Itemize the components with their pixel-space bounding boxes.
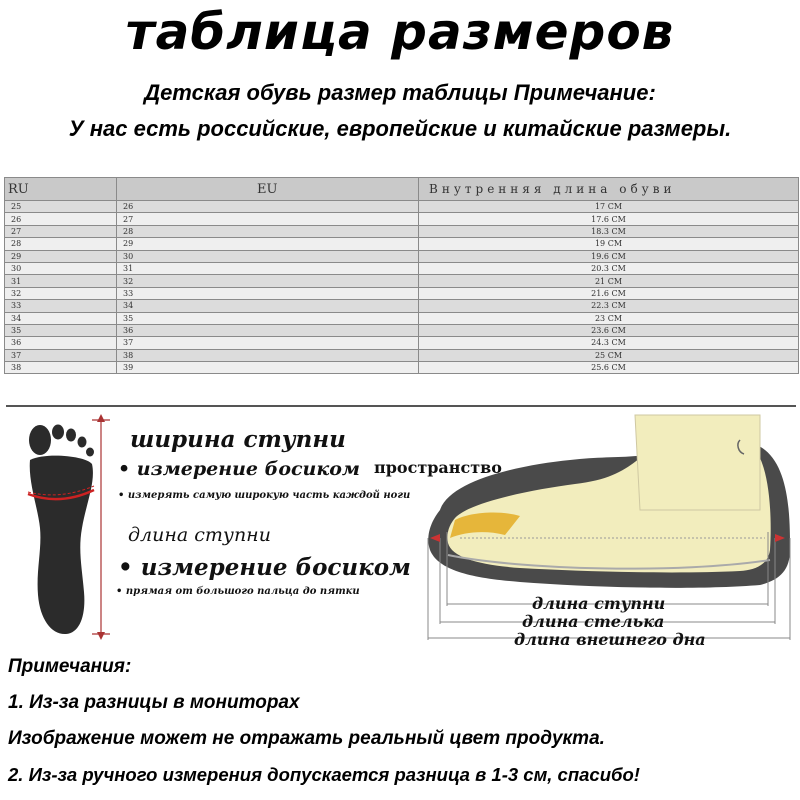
label-insole-length: длина стелька bbox=[522, 612, 665, 631]
cell-ru: 38 bbox=[5, 362, 117, 374]
note-2: 2. Из-за ручного измерения допускается разница в 1-3 см, спасибо! bbox=[8, 764, 640, 785]
table-row bbox=[5, 250, 799, 262]
cell-ru: 30 bbox=[5, 262, 117, 274]
header-ru: RU bbox=[5, 178, 117, 201]
cell-eu: 31 bbox=[117, 262, 419, 274]
cell-eu: 35 bbox=[117, 312, 419, 324]
table-row bbox=[5, 324, 799, 336]
label-foot-length: длина ступни bbox=[128, 524, 271, 546]
table-row bbox=[5, 275, 799, 287]
cell-eu: 28 bbox=[117, 225, 419, 237]
label-measure-barefoot-2: • измерение босиком bbox=[118, 554, 411, 581]
table-row bbox=[5, 262, 799, 274]
header-eu: EU bbox=[117, 178, 419, 201]
cell-ru: 36 bbox=[5, 337, 117, 349]
subtitle-line-1: Детская обувь размер таблицы Примечание: bbox=[144, 80, 656, 105]
cell-length: 19.6 CM bbox=[419, 250, 799, 262]
cell-ru: 26 bbox=[5, 213, 117, 225]
cell-ru: 27 bbox=[5, 225, 117, 237]
label-measure-barefoot-1-text: измерение босиком bbox=[136, 458, 360, 480]
size-table bbox=[4, 177, 799, 374]
measurement-illustration bbox=[0, 410, 800, 655]
label-outsole-length: длина внешнего дна bbox=[514, 630, 706, 649]
section-divider bbox=[6, 405, 796, 407]
size-table-body bbox=[5, 201, 799, 374]
cell-eu: 33 bbox=[117, 287, 419, 299]
cell-eu: 36 bbox=[117, 324, 419, 336]
notes-section bbox=[8, 656, 800, 800]
cell-ru: 37 bbox=[5, 349, 117, 361]
page-title: таблица размеров bbox=[125, 3, 675, 61]
cell-ru: 32 bbox=[5, 287, 117, 299]
cell-length: 17 CM bbox=[419, 201, 799, 213]
cell-ru: 31 bbox=[5, 275, 117, 287]
cell-length: 25 CM bbox=[419, 349, 799, 361]
cell-eu: 26 bbox=[117, 201, 419, 213]
cell-length: 21.6 CM bbox=[419, 287, 799, 299]
cell-length: 18.3 CM bbox=[419, 225, 799, 237]
table-row bbox=[5, 213, 799, 225]
cell-length: 23 CM bbox=[419, 312, 799, 324]
table-row bbox=[5, 238, 799, 250]
cell-ru: 35 bbox=[5, 324, 117, 336]
label-length-hint-text: прямая от большого пальца до пятки bbox=[125, 586, 360, 597]
notes-heading: Примечания: bbox=[8, 656, 132, 677]
cell-length: 17.6 CM bbox=[419, 213, 799, 225]
cell-length: 24.3 CM bbox=[419, 337, 799, 349]
cell-ru: 28 bbox=[5, 238, 117, 250]
label-foot-width: ширина ступни bbox=[130, 426, 346, 453]
note-1: 1. Из-за разницы в мониторах bbox=[8, 692, 300, 713]
cell-eu: 37 bbox=[117, 337, 419, 349]
table-row bbox=[5, 312, 799, 324]
cell-eu: 32 bbox=[117, 275, 419, 287]
header-length: Внутренняя длина обуви bbox=[419, 178, 799, 201]
cell-ru: 33 bbox=[5, 300, 117, 312]
table-row bbox=[5, 362, 799, 374]
label-width-hint: • измерять самую широкую часть каждой ноги bbox=[118, 490, 411, 501]
cell-eu: 29 bbox=[117, 238, 419, 250]
size-table-header bbox=[5, 178, 799, 201]
table-row bbox=[5, 349, 799, 361]
table-row bbox=[5, 201, 799, 213]
cell-ru: 29 bbox=[5, 250, 117, 262]
measurement-drawing bbox=[0, 410, 800, 655]
cell-ru: 34 bbox=[5, 312, 117, 324]
label-measure-barefoot-1: • измерение босиком bbox=[118, 458, 360, 480]
cell-ru: 25 bbox=[5, 201, 117, 213]
cell-eu: 34 bbox=[117, 300, 419, 312]
label-width-hint-text: измерять самую широкую часть каждой ноги bbox=[127, 490, 411, 501]
table-row bbox=[5, 300, 799, 312]
label-length-hint: • прямая от большого пальца до пятки bbox=[116, 586, 360, 597]
cell-length: 19 CM bbox=[419, 238, 799, 250]
table-row bbox=[5, 225, 799, 237]
cell-eu: 38 bbox=[117, 349, 419, 361]
cell-length: 22.3 CM bbox=[419, 300, 799, 312]
label-measure-barefoot-2-text: измерение босиком bbox=[140, 554, 411, 581]
table-row bbox=[5, 337, 799, 349]
cell-eu: 30 bbox=[117, 250, 419, 262]
cell-eu: 27 bbox=[117, 213, 419, 225]
cell-eu: 39 bbox=[117, 362, 419, 374]
cell-length: 20.3 CM bbox=[419, 262, 799, 274]
cell-length: 25.6 CM bbox=[419, 362, 799, 374]
cell-length: 23.6 CM bbox=[419, 324, 799, 336]
subtitle-line-2: У нас есть российские, европейские и китайские размеры. bbox=[68, 116, 732, 141]
table-row bbox=[5, 287, 799, 299]
note-1-detail: Изображение может не отражать реальный цвет продукта. bbox=[8, 728, 605, 749]
label-foot-length-shoe: длина ступни bbox=[532, 594, 666, 613]
cell-length: 21 CM bbox=[419, 275, 799, 287]
label-space: пространство bbox=[374, 458, 502, 477]
